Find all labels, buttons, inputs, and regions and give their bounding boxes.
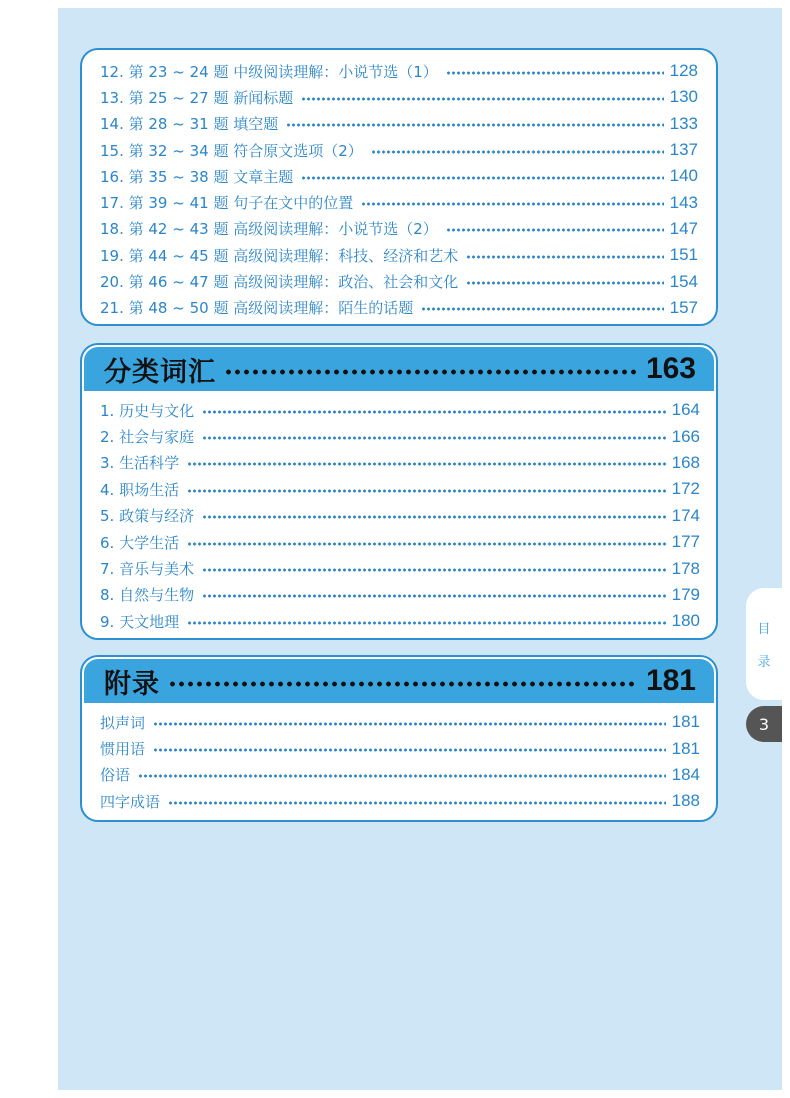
toc-entry-page: 180 <box>671 611 700 631</box>
toc-entry-title: 17. 第 39 ~ 41 题 句子在文中的位置 <box>100 194 354 213</box>
toc-card-appendix <box>80 655 718 822</box>
toc-entry-page: 130 <box>669 87 698 107</box>
toc-entry-title: 16. 第 35 ~ 38 题 文章主题 <box>100 167 294 186</box>
section-page-number: 163 <box>645 352 696 385</box>
toc-entry-page: 157 <box>669 297 698 317</box>
toc-entry-title: 9. 天文地理 <box>100 612 180 631</box>
toc-entry-title: 3. 生活科学 <box>100 454 180 473</box>
dot-leader <box>187 620 666 626</box>
toc-entry[interactable] <box>100 529 700 555</box>
dot-leader <box>168 800 666 806</box>
toc-entry-page: 172 <box>671 479 700 499</box>
side-tab-char: 目 <box>757 622 771 637</box>
toc-entry-page: 133 <box>669 113 698 133</box>
dot-leader <box>361 201 663 207</box>
section-title: 附录 <box>104 668 160 700</box>
toc-entry[interactable] <box>100 762 700 788</box>
toc-entry-page: 188 <box>671 791 700 811</box>
toc-entry[interactable] <box>100 503 700 529</box>
page-number-badge: 3 <box>746 706 782 742</box>
toc-entry-page: 168 <box>671 452 700 472</box>
toc-entry-page: 184 <box>671 764 700 784</box>
dot-leader <box>202 409 666 415</box>
toc-entry-title: 俗语 <box>100 766 131 785</box>
dot-leader <box>466 280 663 286</box>
toc-entry[interactable] <box>100 84 698 110</box>
dot-leader <box>446 227 664 233</box>
dot-leader <box>138 773 666 779</box>
dot-leader <box>301 175 663 181</box>
toc-entry-title: 四字成语 <box>100 792 161 811</box>
toc-entry-title: 20. 第 46 ~ 47 题 高级阅读理解：政治、社会和文化 <box>100 273 459 292</box>
dot-leader <box>286 122 663 128</box>
toc-entry-page: 128 <box>669 61 698 81</box>
section-header-vocabulary[interactable] <box>84 347 714 391</box>
toc-entry[interactable] <box>100 450 700 476</box>
toc-entry[interactable] <box>100 397 700 423</box>
dot-leader <box>202 514 666 520</box>
toc-card-vocabulary <box>80 343 718 640</box>
toc-entry-page: 164 <box>671 400 700 420</box>
toc-entry-title: 1. 历史与文化 <box>100 401 195 420</box>
dot-leader <box>202 435 666 441</box>
toc-entry-title: 15. 第 32 ~ 34 题 符合原文选项（2） <box>100 141 363 160</box>
toc-list-reading <box>100 58 698 321</box>
toc-entry-page: 166 <box>671 426 700 446</box>
toc-entry-title: 惯用语 <box>100 740 146 759</box>
dot-leader <box>153 747 666 753</box>
dot-leader <box>371 149 664 155</box>
toc-entry[interactable] <box>100 163 698 189</box>
toc-list-appendix <box>82 703 716 815</box>
dot-leader <box>202 567 666 573</box>
toc-entry-page: 154 <box>669 271 698 291</box>
toc-entry[interactable] <box>100 295 698 321</box>
toc-entry-page: 137 <box>669 140 698 160</box>
dot-leader <box>187 541 666 547</box>
dot-leader <box>168 679 638 689</box>
dot-leader <box>446 70 664 76</box>
toc-entry-page: 174 <box>671 505 700 525</box>
toc-entry-title: 2. 社会与家庭 <box>100 428 195 447</box>
toc-entry-title: 18. 第 42 ~ 43 题 高级阅读理解：小说节选（2） <box>100 220 438 239</box>
toc-entry-title: 5. 政策与经济 <box>100 507 195 526</box>
toc-entry[interactable] <box>100 735 700 761</box>
toc-entry-page: 140 <box>669 166 698 186</box>
toc-entry-page: 177 <box>671 532 700 552</box>
toc-entry-page: 178 <box>671 558 700 578</box>
toc-entry[interactable] <box>100 58 698 84</box>
section-title: 分类词汇 <box>104 356 216 388</box>
toc-entry-title: 21. 第 48 ~ 50 题 高级阅读理解：陌生的话题 <box>100 299 414 318</box>
toc-entry-title: 19. 第 44 ~ 45 题 高级阅读理解：科技、经济和艺术 <box>100 246 459 265</box>
toc-entry-title: 拟声词 <box>100 713 146 732</box>
toc-entry-title: 8. 自然与生物 <box>100 586 195 605</box>
toc-entry[interactable] <box>100 111 698 137</box>
toc-entry-page: 147 <box>669 218 698 238</box>
section-header-appendix[interactable] <box>84 659 714 703</box>
dot-leader <box>421 306 663 312</box>
toc-entry[interactable] <box>100 189 698 215</box>
toc-entry[interactable] <box>100 476 700 502</box>
toc-entry[interactable] <box>100 137 698 163</box>
side-tab-char: 录 <box>757 655 771 670</box>
toc-entry-page: 143 <box>669 192 698 212</box>
dot-leader <box>301 96 663 102</box>
toc-entry[interactable] <box>100 423 700 449</box>
toc-entry[interactable] <box>100 582 700 608</box>
dot-leader <box>153 721 666 727</box>
section-page-number: 181 <box>645 664 696 697</box>
toc-entry-page: 181 <box>671 738 700 758</box>
toc-entry[interactable] <box>100 242 698 268</box>
toc-entry-page: 181 <box>671 712 700 732</box>
toc-entry-title: 4. 职场生活 <box>100 480 180 499</box>
toc-entry[interactable] <box>100 268 698 294</box>
toc-entry[interactable] <box>100 788 700 814</box>
toc-list-vocabulary <box>82 391 716 635</box>
dot-leader <box>224 367 638 377</box>
toc-entry-page: 151 <box>669 245 698 265</box>
toc-entry-title: 7. 音乐与美术 <box>100 560 195 579</box>
dot-leader <box>187 488 666 494</box>
toc-entry-title: 6. 大学生活 <box>100 533 180 552</box>
toc-entry-page: 179 <box>671 584 700 604</box>
dot-leader <box>202 593 666 599</box>
dot-leader <box>187 461 666 467</box>
toc-entry-title: 12. 第 23 ~ 24 题 中级阅读理解：小说节选（1） <box>100 62 438 81</box>
toc-entry-title: 13. 第 25 ~ 27 题 新闻标题 <box>100 88 294 107</box>
toc-entry[interactable] <box>100 216 698 242</box>
toc-entry-title: 14. 第 28 ~ 31 题 填空题 <box>100 115 279 134</box>
side-tab-contents[interactable] <box>746 588 782 700</box>
toc-entry[interactable] <box>100 709 700 735</box>
dot-leader <box>466 254 663 260</box>
toc-card-reading <box>80 48 718 326</box>
toc-entry[interactable] <box>100 555 700 581</box>
toc-entry[interactable] <box>100 608 700 634</box>
